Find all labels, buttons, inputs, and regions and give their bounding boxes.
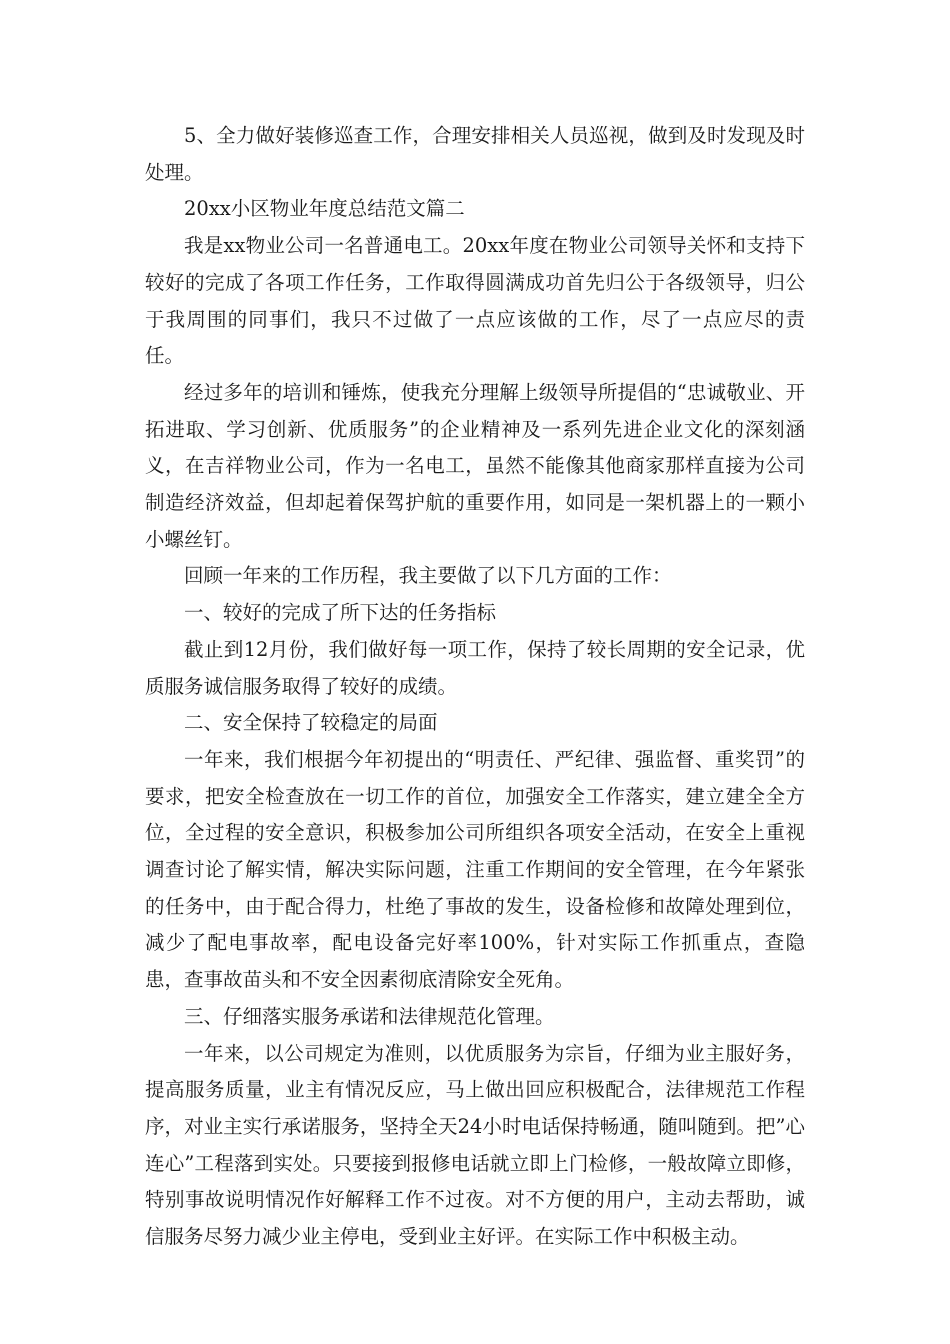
paragraph-body-three: 一年来，以公司规定为准则，以优质服务为宗旨，仔细为业主服好务，提高服务质量，业主有情况反应，马上做出回应积极配合，法律规范工作程序，对业主实行承诺服务，坚持全天24小时电话保持畅通，随叫随到。把”心连心”工程落到实处。只要接到报修电话就立即上门检修，一般故障立即修，特别事故说明情况作好解释工作不过夜。对不方便的用户，主动去帮助，诚信服务尽努力减少业主停电，受到业主好评。在实际工作中积极主动。 [145,1041,805,1249]
paragraph-training: 经过多年的培训和锤炼，使我充分理解上级领导所提倡的“忠诚敬业、开拓进取、学习创新、优质服务”的企业精神及一系列先进企业文化的深刻涵义，在吉祥物业公司，作为一名电工，虽然不能像其他商家那样直接为公司制造经济效益，但却起着保驾护航的重要作用，如同是一架机器上的一颗小小螺丝钉。 [145,380,805,551]
heading-two: 二、安全保持了较稳定的局面 [184,711,438,735]
paragraph-body-two: 一年来，我们根据今年初提出的“明责任、严纪律、强监督、重奖罚”的要求，把安全检查放在一切工作的首位，加强安全工作落实，建立建全全方位，全过程的安全意识，积极参加公司所组织各项安全活动，在安全上重视调查讨论了解实情，解决实际问题，注重工作期间的安全管理，在今年紧张的任务中，由于配合得力，杜绝了事故的发生，设备检修和故障处理到位，减少了配电事故率，配电设备完好率100%，针对实际工作抓重点，查隐患，查事故苗头和不安全因素彻底清除安全死角。 [145,747,805,992]
paragraph-intro: 我是xx物业公司一名普通电工。20xx年度在物业公司领导关怀和支持下较好的完成了各项工作任务，工作取得圆满成功首先归公于各级领导，归公于我周围的同事们，我只不过做了一点应该做的工作，尽了一点应尽的责任。 [145,234,805,368]
document-body [145,118,805,1256]
section-title: 20xx小区物业年度总结范文篇二 [184,197,465,221]
paragraph-body-one: 截止到12月份，我们做好每一项工作，保持了较长周期的安全记录，优质服务诚信服务取得了较好的成绩。 [145,637,805,698]
paragraph-item-5: 5、全力做好装修巡查工作，合理安排相关人员巡视，做到及时发现及时处理。 [145,124,805,184]
paragraph-review: 回顾一年来的工作历程，我主要做了以下几方面的工作： [184,564,672,588]
heading-three: 三、仔细落实服务承诺和法律规范化管理。 [184,1004,555,1028]
heading-one: 一、较好的完成了所下达的任务指标 [184,601,497,625]
